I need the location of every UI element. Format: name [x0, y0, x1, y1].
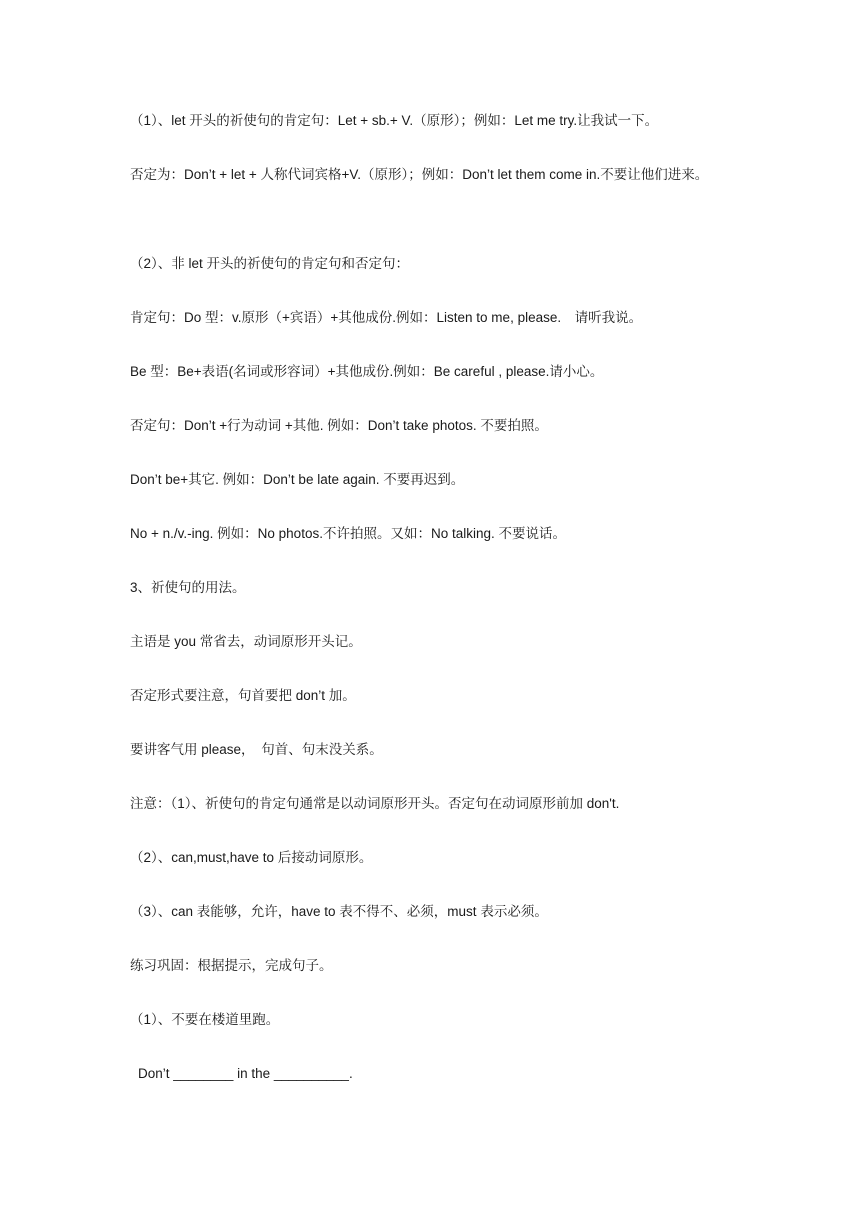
text-line-do-type: 肯定句：Do 型：v.原形（+宾语）+其他成份.例如：Listen to me, please. 请听我说。	[130, 310, 643, 325]
text-line-rhyme-3: 要讲客气用 please， 句首、句末没关系。	[130, 742, 383, 757]
text-line-exercise-heading: 练习巩固：根据提示，完成句子。	[130, 958, 333, 973]
text-line-no-noun: No + n./v.-ing. 例如：No photos.不许拍照。又如：No talking. 不要说话。	[130, 526, 566, 541]
text-line-note-1: 注意：（1）、祈使句的肯定句通常是以动词原形开头。否定句在动词原形前加 don't.	[130, 796, 620, 811]
text-line-dont-be: Don’t be+其它. 例如：Don’t be late again. 不要再迟到。	[130, 472, 465, 487]
text-line-be-type: Be 型：Be+表语(名词或形容词）+其他成份.例如：Be careful , please.请小心。	[130, 364, 604, 379]
text-line-let-affirmative: （1）、let 开头的祈使句的肯定句：Let + sb.+ V.（原形）；例如：Let me try.让我试一下。	[130, 113, 659, 128]
text-line-non-let-heading: （2）、非 let 开头的祈使句的肯定句和否定句：	[130, 256, 410, 271]
text-line-negative-verb: 否定句：Don’t +行为动词 +其他. 例如：Don’t take photos. 不要拍照。	[130, 418, 548, 433]
text-line-exercise-1-blank: Don’t ________ in the __________.	[138, 1066, 353, 1081]
text-line-usage-heading: 3、祈使句的用法。	[130, 580, 246, 595]
text-line-let-negative: 否定为：Don’t + let + 人称代词宾格+V.（原形）；例如：Don’t let them come in.不要让他们进来。	[130, 167, 709, 182]
text-line-exercise-1: （1）、不要在楼道里跑。	[130, 1012, 280, 1027]
text-line-rhyme-2: 否定形式要注意，句首要把 don’t 加。	[130, 688, 356, 703]
text-line-note-3: （3）、can 表能够，允许，have to 表不得不、必须，must 表示必须。	[130, 904, 548, 919]
text-line-note-2: （2）、can,must,have to 后接动词原形。	[130, 850, 373, 865]
text-line-rhyme-1: 主语是 you 常省去，动词原形开头记。	[130, 634, 362, 649]
